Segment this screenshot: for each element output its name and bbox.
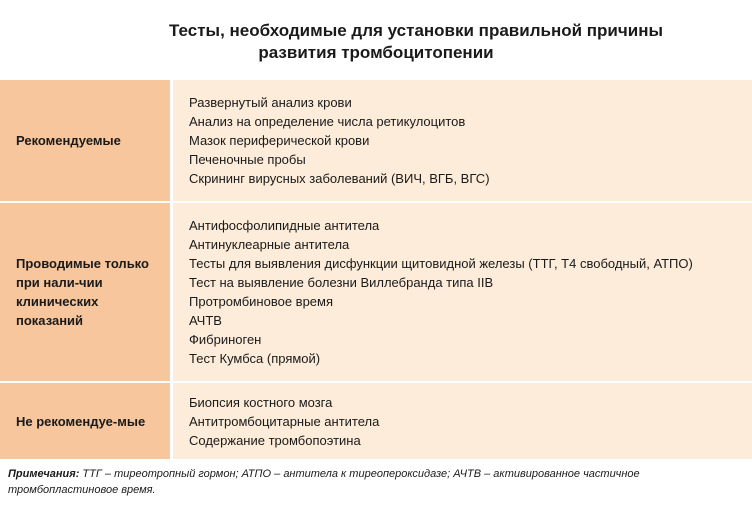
list-item: Развернутый анализ крови <box>189 95 352 110</box>
list-item: Анализ на определение числа ретикулоцитов <box>189 114 466 129</box>
table-title <box>0 20 752 64</box>
list-item: Скрининг вирусных заболеваний (ВИЧ, ВГБ, ВГС) <box>189 171 490 186</box>
footnote-label: Примечания: <box>8 468 80 480</box>
tests-table <box>0 80 752 459</box>
table-row-recommended <box>0 80 752 201</box>
list-item: Тесты для выявления дисфункции щитовидной железы (ТТГ, Т4 свободный, АТПО) <box>189 256 693 271</box>
list-item: Фибриноген <box>189 332 262 347</box>
list-item: Тест на выявление болезни Виллебранда типа IIB <box>189 275 494 290</box>
title-line-2: развития тромбоцитопении <box>258 43 494 62</box>
items-cell <box>173 203 752 381</box>
list-item: Протромбиновое время <box>189 294 334 309</box>
table-row-not-recommended <box>0 383 752 459</box>
title-line-1: Тесты, необходимые для установки правильной причины <box>169 21 663 40</box>
category-cell: Не рекомендуе-мые <box>0 383 170 459</box>
footnote-text: ТТГ – тиреотропный гормон; АТПО – антитела к тиреопероксидазе; АЧТВ – активированное частичное тромбопластиновое время. <box>8 468 640 496</box>
table-footnote <box>8 466 744 498</box>
list-item: АЧТВ <box>189 313 222 328</box>
list-item: Антитромбоцитарные антитела <box>189 413 380 429</box>
list-item: Антинуклеарные антитела <box>189 237 350 252</box>
category-cell: Рекомендуемые <box>0 80 170 201</box>
list-item: Мазок периферической крови <box>189 133 370 148</box>
list-item: Печеночные пробы <box>189 152 306 167</box>
list-item: Тест Кумбса (прямой) <box>189 351 321 366</box>
list-item: Содержание тромбопоэтина <box>189 432 361 448</box>
category-label: Проводимые только при нали-чии клинических показаний <box>16 256 149 328</box>
list-item: Биопсия костного мозга <box>189 394 333 410</box>
items-cell <box>173 80 752 201</box>
items-cell <box>173 383 752 459</box>
list-item: Антифосфолипидные антитела <box>189 218 380 233</box>
category-cell <box>0 203 170 381</box>
table-row-conditional <box>0 203 752 381</box>
